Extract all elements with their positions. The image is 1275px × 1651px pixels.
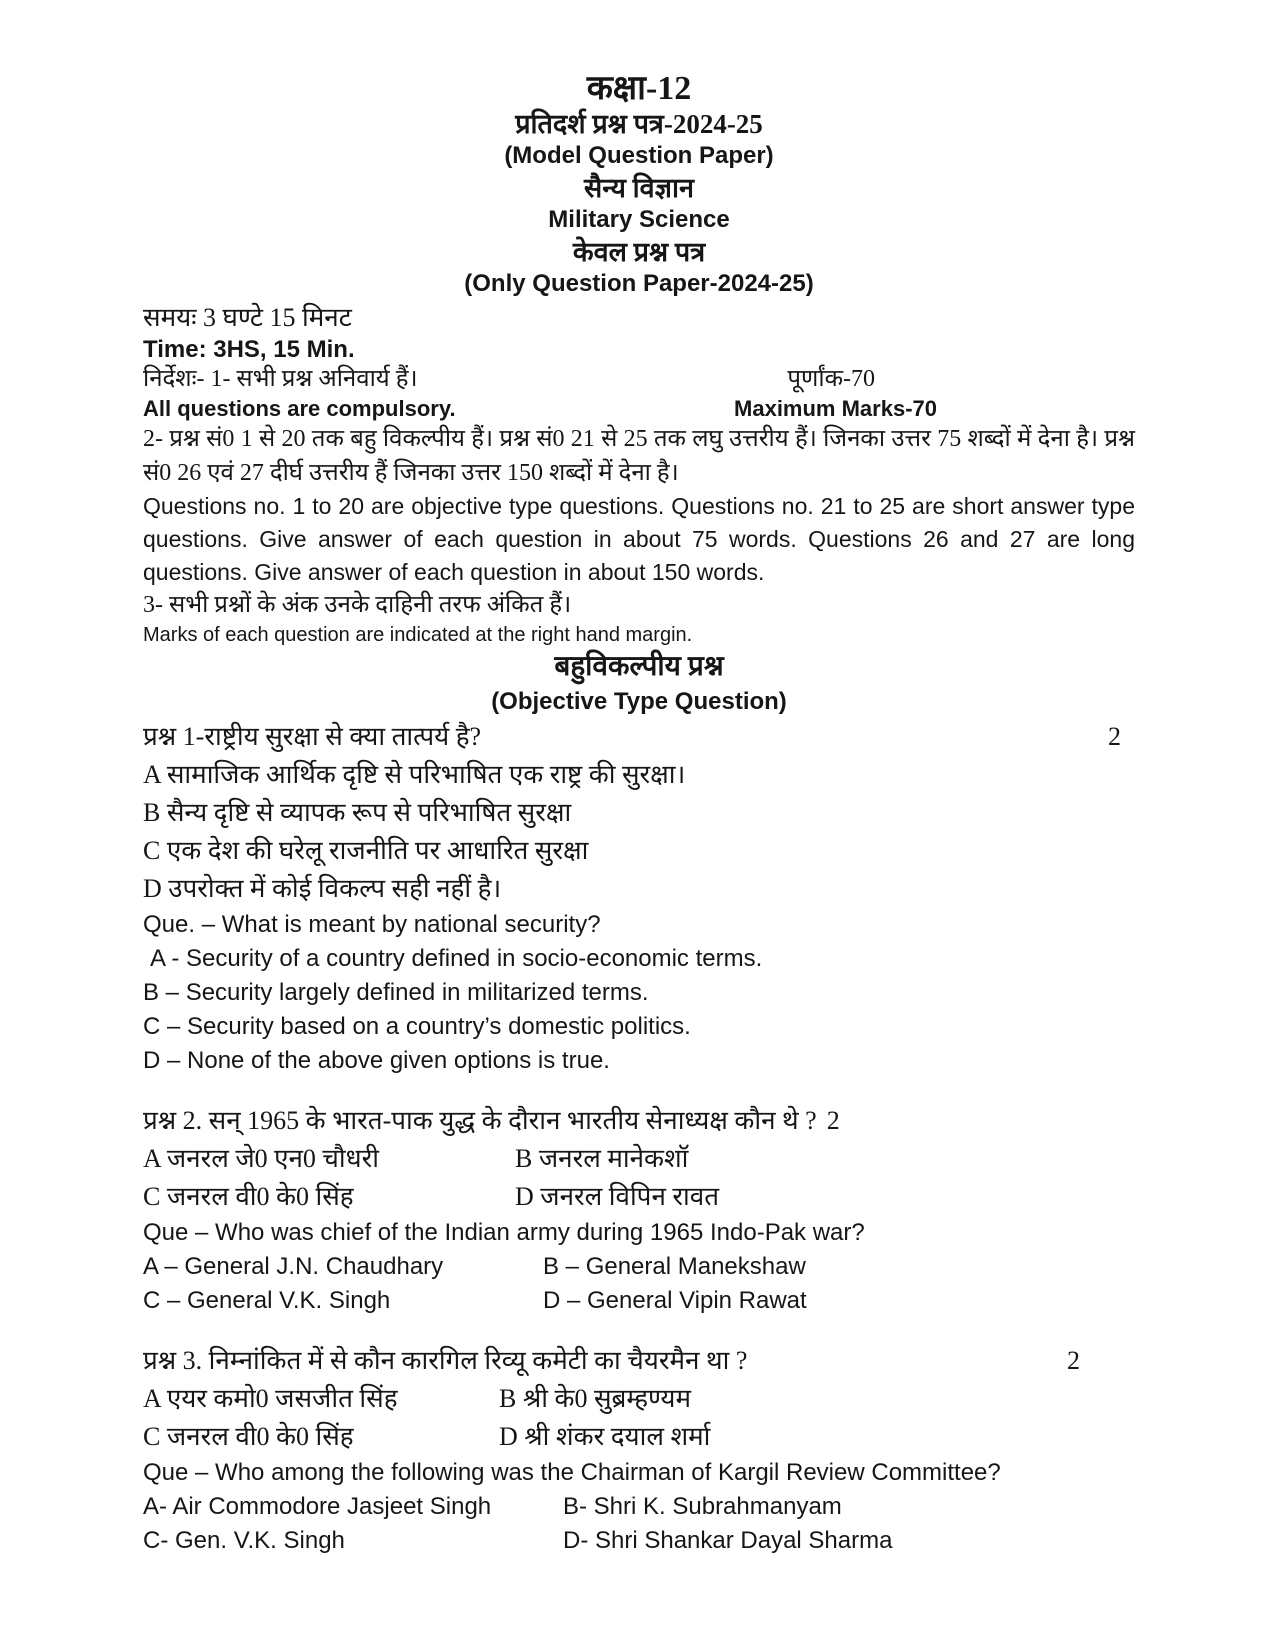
question-2-options-row-1-english bbox=[143, 1250, 1135, 1284]
paper-title-english: (Model Question Paper) bbox=[504, 142, 774, 169]
question-3-options-row-2-english bbox=[143, 1524, 1135, 1558]
question-3-option-b-english: B- Shri K. Subrahmanyam bbox=[563, 1493, 842, 1520]
question-2-header bbox=[143, 1102, 1135, 1140]
paper-type-hindi: केवल प्रश्न पत्र bbox=[572, 237, 706, 267]
question-3-option-a-hindi: A एयर कमो0 जसजीत सिंह bbox=[143, 1384, 398, 1413]
class-title: कक्षा-12 bbox=[586, 70, 692, 107]
question-2-option-c-hindi: C जनरल वी0 के0 सिंह bbox=[143, 1182, 354, 1211]
question-3-text-english: Que – Who among the following was the Chairman of Kargil Review Committee? bbox=[143, 1459, 1001, 1486]
question-3 bbox=[143, 1342, 1135, 1558]
question-3-option-a-english: A- Air Commodore Jasjeet Singh bbox=[143, 1493, 492, 1520]
question-2-option-b-hindi: B जनरल मानेकशॉ bbox=[515, 1144, 689, 1173]
question-2-marks: 2 bbox=[826, 1106, 840, 1135]
question-1-option-b-hindi: B सैन्य दृष्टि से व्यापक रूप से परिभाषित सुरक्षा bbox=[143, 798, 572, 827]
time-allowed-hindi: समयः 3 घण्टे 15 मिनट bbox=[143, 303, 352, 332]
question-1-option-d-hindi: D उपरोक्त में कोई विकल्प सही नहीं है। bbox=[143, 874, 502, 903]
question-1-option-c-english: C – Security based on a country’s domestic politics. bbox=[143, 1013, 691, 1040]
question-2-option-c-english: C – General V.K. Singh bbox=[143, 1287, 391, 1314]
question-1-text-english: Que. – What is meant by national security? bbox=[143, 911, 601, 938]
question-3-option-c-english: C- Gen. V.K. Singh bbox=[143, 1527, 345, 1554]
question-3-options-row-1-hindi bbox=[143, 1380, 1135, 1418]
question-2-options-row-2-english bbox=[143, 1284, 1135, 1318]
paper-title-hindi: प्रतिदर्श प्रश्न पत्र-2024-25 bbox=[515, 109, 763, 139]
instruction-3-hindi: 3- सभी प्रश्नों के अंक उनके दाहिनी तरफ अंकित हैं। bbox=[143, 592, 572, 618]
paper-header bbox=[143, 70, 1135, 300]
section-title-english: (Objective Type Question) bbox=[491, 688, 787, 715]
subject-title-hindi: सैन्य विज्ञान bbox=[584, 173, 694, 203]
question-2-option-d-english: D – General Vipin Rawat bbox=[543, 1287, 807, 1314]
instruction-3-english: Marks of each question are indicated at the right hand margin. bbox=[143, 624, 693, 646]
question-2-options-row-2-hindi bbox=[143, 1178, 1135, 1216]
question-3-option-d-english: D- Shri Shankar Dayal Sharma bbox=[563, 1527, 893, 1554]
question-1 bbox=[143, 718, 1135, 1078]
time-allowed-english: Time: 3HS, 15 Min. bbox=[143, 336, 355, 363]
question-1-header bbox=[143, 718, 1135, 756]
question-1-marks: 2 bbox=[1108, 722, 1121, 751]
question-3-header bbox=[143, 1342, 1135, 1380]
question-3-option-d-hindi: D श्री शंकर दयाल शर्मा bbox=[499, 1422, 711, 1451]
question-1-option-d-english: D – None of the above given options is true. bbox=[143, 1047, 610, 1074]
question-3-marks: 2 bbox=[1067, 1346, 1080, 1375]
question-3-text-hindi: प्रश्न 3. निम्नांकित में से कौन कारगिल रिव्यू कमेटी का चैयरमैन था ? bbox=[143, 1346, 748, 1375]
total-marks-english: Maximum Marks-70 bbox=[734, 396, 937, 421]
question-2-option-b-english: B – General Manekshaw bbox=[543, 1253, 806, 1280]
question-1-option-a-hindi: A सामाजिक आर्थिक दृष्टि से परिभाषित एक राष्ट्र की सुरक्षा। bbox=[143, 760, 686, 789]
question-3-options-row-1-english bbox=[143, 1490, 1135, 1524]
question-2-option-d-hindi: D जनरल विपिन रावत bbox=[515, 1182, 720, 1211]
question-2-option-a-hindi: A जनरल जे0 एन0 चौधरी bbox=[143, 1144, 380, 1173]
question-2-text-english: Que – Who was chief of the Indian army during 1965 Indo-Pak war? bbox=[143, 1219, 865, 1246]
total-marks-hindi: पूर्णांक-70 bbox=[787, 366, 875, 392]
section-title-hindi: बहुविकल्पीय प्रश्न bbox=[554, 651, 724, 682]
paper-type-english: (Only Question Paper-2024-25) bbox=[464, 270, 814, 297]
question-3-option-c-hindi: C जनरल वी0 के0 सिंह bbox=[143, 1422, 354, 1451]
instruction-row-english bbox=[143, 395, 1135, 422]
question-2-text-hindi: प्रश्न 2. सन् 1965 के भारत-पाक युद्ध के दौरान भारतीय सेनाध्यक्ष कौन थे ? bbox=[143, 1106, 817, 1135]
paper-meta bbox=[143, 300, 1135, 648]
section-header bbox=[143, 648, 1135, 718]
question-3-options-row-2-hindi bbox=[143, 1418, 1135, 1456]
instruction-1-english: All questions are compulsory. bbox=[143, 396, 456, 421]
question-1-text-hindi: प्रश्न 1-राष्ट्रीय सुरक्षा से क्या तात्पर्य है? bbox=[143, 722, 482, 751]
instruction-2-english: Questions no. 1 to 20 are objective type questions. Questions no. 21 to 25 are short answer type questions. Give answer of each question in about 75 words. Questions 26 and 27 are long questions. Give answer of each question in about 150 words. bbox=[143, 493, 1135, 585]
question-2-option-a-english: A – General J.N. Chaudhary bbox=[143, 1253, 444, 1280]
instruction-2-hindi: 2- प्रश्न सं0 1 से 20 तक बहु विकल्पीय हैं। प्रश्न सं0 21 से 25 तक लघु उत्तरीय हैं। जिनका उत्तर 75 शब्दों में देना है। प्रश्न सं0 26 एवं 27 दीर्घ उत्तरीय हैं जिनका उत्तर 150 शब्दों में देना है। bbox=[143, 426, 1135, 486]
question-2-options-row-1-hindi bbox=[143, 1140, 1135, 1178]
question-1-option-c-hindi: C एक देश की घरेलू राजनीति पर आधारित सुरक्षा bbox=[143, 836, 589, 865]
question-2 bbox=[143, 1102, 1135, 1318]
question-1-option-a-english: A - Security of a country defined in socio-economic terms. bbox=[150, 945, 763, 972]
question-3-option-b-hindi: B श्री के0 सुब्रम्हण्यम bbox=[499, 1384, 692, 1413]
instruction-1-hindi: निर्देशः- 1- सभी प्रश्न अनिवार्य हैं। bbox=[143, 366, 418, 392]
question-1-option-b-english: B – Security largely defined in militarized terms. bbox=[143, 979, 649, 1006]
subject-title-english: Military Science bbox=[548, 206, 730, 233]
instruction-row-hindi bbox=[143, 364, 1135, 395]
